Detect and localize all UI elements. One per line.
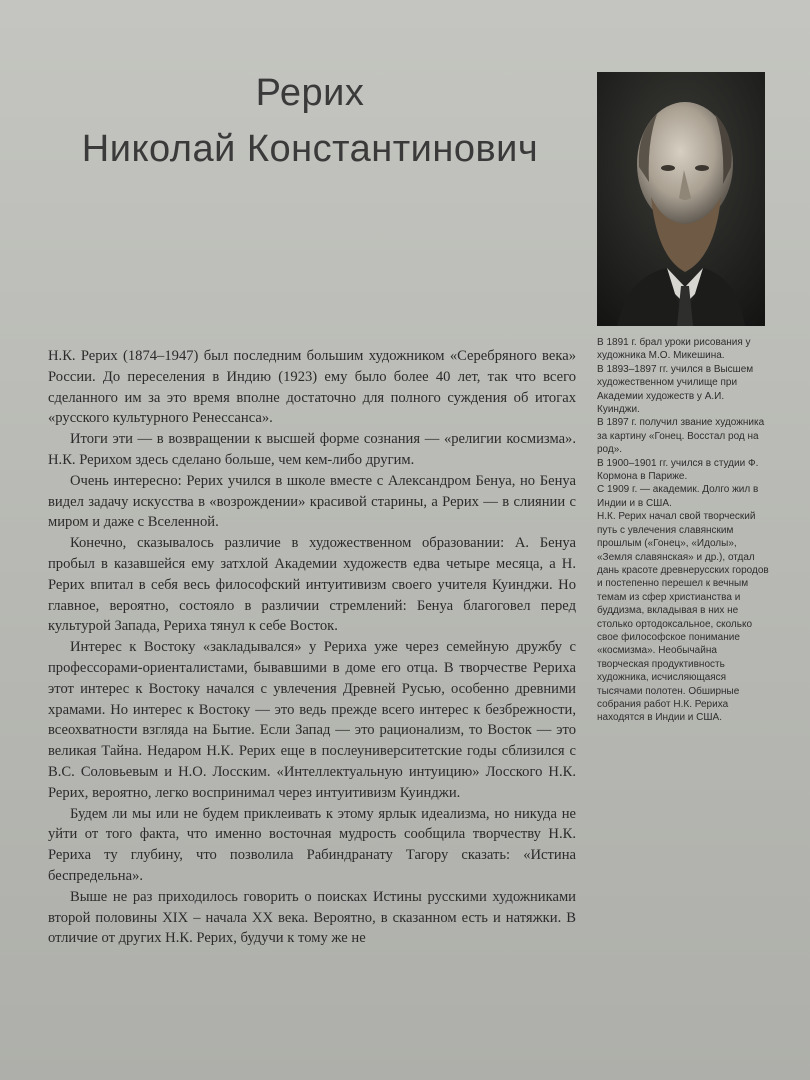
paragraph: Н.К. Рерих (1874–1947) был последним большим художником «Серебряного века» России. До переселения в Индию (1923) ему было более 40 лет, так что всего сделанного им за это время вполне достаточно для полного суждения об итогах «русского культурного Ренессанса». — [48, 348, 576, 427]
caption-line: Н.К. Рерих начал свой творческий путь с увлечения славянским прошлым («Гонец», «Идолы», «Земля славянская» и др.), отдал дань красоте древнерусских городов и постепенно перешел к вечным темам из сфер христианства и буддизма, вкладывая в них не столько ортодоксальное, сколько свое философское понимание «космизма». Необычайна творческая продуктивность художника, исчисляющаяся тысячами полотен. Обширные собрания работ Н.К. Рериха находятся в Индии и США. — [597, 511, 769, 724]
biography-caption — [597, 336, 769, 725]
paragraph: Интерес к Востоку «закладывался» у Рериха уже через семейную дружбу с профессорами-ориенталистами, бывавшими в доме его отца. В творчестве Рериха этот интерес к Востоку начался с увлечения Древней Русью, особенно древними храмами. Но интерес к Востоку — это ведь прежде всего интерес к безбрежности, всеохватности взгляда на Бытие. Если Запад — это рационализм, то Восток — это великая Тайна. Недаром Н.К. Рерих еще в послеуниверситетские годы сблизился с В.С. Соловьевым и Н.О. Лосским. «Интеллектуальную интуицию» Лосского Н.К. Рерих, вероятно, легко воспринимал через интуитивизм Куинджи. — [48, 639, 576, 801]
article-body — [48, 346, 576, 949]
caption-line: В 1893–1897 гг. учился в Высшем художественном училище при Академии художеств у А.И. Куинджи. — [597, 363, 754, 416]
paragraph: Конечно, сказывалось различие в художественном образовании: А. Бенуа пробыл в казавшейся ему затхлой Академии художеств едва четыре месяца, а Н. Рерих впитал в себя весь философский интуитивизм своего учителя Куинджи. Но главное, вероятно, состояло в различии стремлений: Бенуа благоговел перед культурой Запада, Рериха тянул к себе Восток. — [48, 535, 576, 635]
caption-line: В 1897 г. получил звание художника за картину «Гонец. Восстал род на род». — [597, 417, 765, 456]
caption-line: В 1900–1901 гг. учился в студии Ф. Кормона в Париже. — [597, 457, 759, 483]
paragraph: Выше не раз приходилось говорить о поисках Истины русскими художниками второй половины XIX – начала XX века. Вероятно, в сказанном есть и натяжки. В отличие от других Н.К. Рерих, будучи к тому же не — [48, 888, 576, 947]
paragraph: Будем ли мы или не будем приклеивать к этому ярлык идеализма, но никуда не уйти от того факта, что именно восточная мудрость сообщила творчеству Н.К. Рериха ту глубину, что позволила Рабиндранату Тагору сказать: «Истина беспредельна». — [48, 805, 576, 884]
portrait-photo — [597, 72, 765, 326]
title-surname: Рерих — [255, 72, 365, 114]
paragraph: Итоги эти — в возвращении к высшей форме сознания — «религии космизма». Н.К. Рерихом здесь сделано больше, чем кем-либо другим. — [48, 431, 576, 468]
caption-line: С 1909 г. — академик. Долго жил в Индии и в США. — [597, 484, 759, 509]
paragraph: Очень интересно: Рерих учился в школе вместе с Александром Бенуа, но Бенуа видел задачу искусства в «возрождении» красивой старины, а Рерих — в слиянии с миром и даже с Вселенной. — [48, 472, 576, 531]
title-full-name: Николай Константинович — [81, 128, 539, 170]
caption-line: В 1891 г. брал уроки рисования у художника М.О. Микешина. — [597, 337, 751, 362]
portrait-image-icon — [597, 72, 765, 326]
